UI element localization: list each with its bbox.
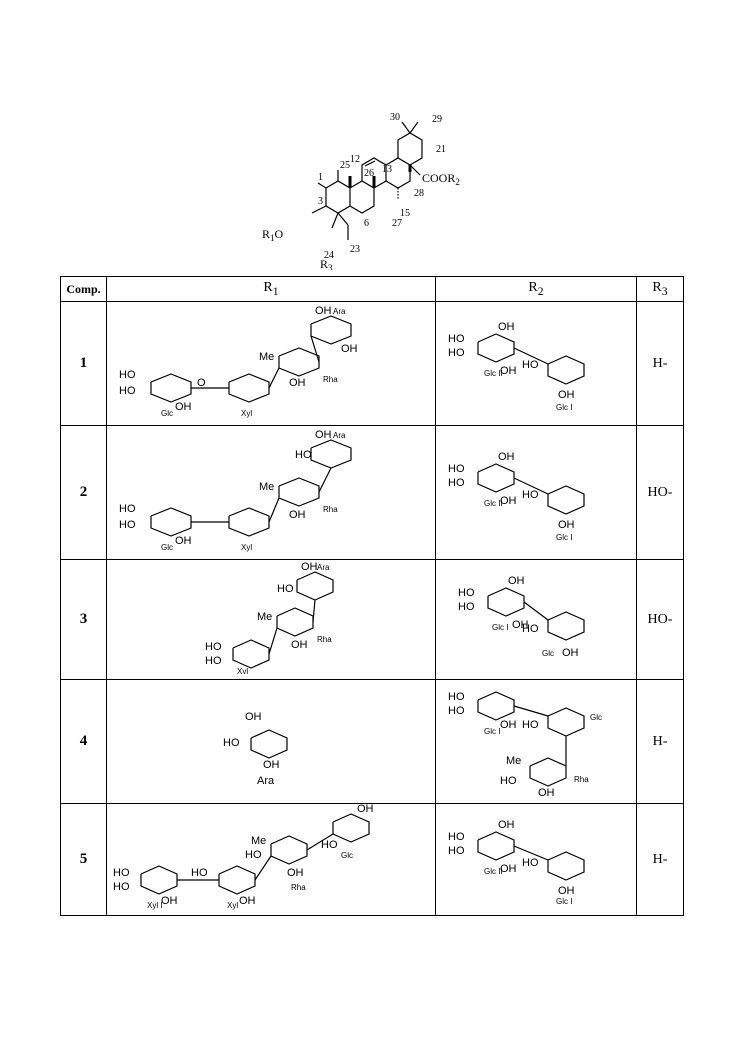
ho-label: HO [119, 519, 136, 531]
me-label: Me [259, 351, 275, 363]
ho-label: HO [205, 655, 222, 667]
oh-label: OH [175, 535, 192, 547]
r1-structure [107, 302, 436, 426]
r1-structure [107, 560, 436, 680]
ho-label: HO [113, 867, 130, 879]
ho-label: HO [448, 333, 465, 345]
ho-label: HO [205, 641, 222, 653]
atom-number-23: 23 [350, 244, 360, 255]
oh-label: OH [558, 885, 575, 897]
atom-number-12: 12 [350, 154, 360, 165]
ho-label: HO [119, 385, 136, 397]
sugar-label-ara: Ara [333, 431, 346, 440]
oh-label: OH [538, 787, 555, 798]
table-row [61, 560, 684, 680]
oh-label: OH [498, 321, 515, 333]
sugar-label-glc: Glc [161, 543, 173, 552]
oh-label: OH [558, 519, 575, 531]
r1-structure [107, 804, 436, 916]
sugar-label-xyl-i: Xyl I [147, 901, 163, 910]
sugar-label-glc-i: Glc I [492, 623, 509, 632]
sugar-label-ara: Ara [333, 307, 346, 316]
header-r3: $R_3$ [637, 277, 684, 302]
header-r2: $R_2$ [436, 277, 637, 302]
ho-label: HO [458, 587, 475, 599]
atom-number-30: 30 [390, 112, 400, 123]
oh-label: OH [500, 863, 517, 875]
ho-label: HO [448, 463, 465, 475]
sugar-label-rha: Rha [323, 505, 338, 514]
oh-label: OH [289, 509, 306, 521]
compound-number: 3 [61, 560, 107, 680]
oh-label: OH [315, 429, 332, 441]
oh-label: OH [500, 365, 517, 377]
ho-label: HO [522, 857, 539, 869]
r2-structure [436, 560, 637, 680]
oh-label: OH [161, 895, 178, 907]
coor2-group: $COOR_2$ [422, 171, 460, 187]
table-row [61, 302, 684, 426]
ho-label: HO [277, 583, 294, 595]
header-comp: Comp. [61, 277, 107, 302]
ho-label: HO [500, 775, 517, 787]
ho-label: HO [522, 359, 539, 371]
sugar-label-glc: Glc [341, 851, 353, 860]
atom-number-25: 25 [340, 160, 350, 171]
sugar-label-glc: Glc [590, 713, 602, 722]
oh-label: OH [263, 759, 280, 771]
table-row [61, 680, 684, 804]
sugar-label-xyl: Xyl [227, 901, 239, 910]
oh-label: OH [341, 343, 358, 355]
table-row [61, 804, 684, 916]
ho-label: HO [448, 691, 465, 703]
ho-label: HO [522, 489, 539, 501]
ho-label: HO [119, 369, 136, 381]
ho-label: HO [295, 449, 312, 461]
me-label: Me [259, 481, 275, 493]
ho-label: HO [448, 845, 465, 857]
oh-label: OH [245, 711, 262, 723]
r2-structure [436, 302, 637, 426]
atom-number-1: 1 [318, 172, 323, 183]
r3-value: H- [637, 804, 684, 916]
r1-structure [107, 426, 436, 560]
sugar-label-glc: Glc [542, 649, 554, 658]
oh-label: OH [291, 639, 308, 651]
header-r1: $R_1$ [107, 277, 436, 302]
sugar-label-xyl: Xyl [241, 409, 253, 418]
oh-label: OH [498, 451, 515, 463]
r3-value: H- [637, 680, 684, 804]
ho-label: HO [448, 347, 465, 359]
atom-number-3: 3 [318, 196, 323, 207]
sugar-label-glc-i: Glc I [484, 727, 501, 736]
oh-label: OH [500, 495, 517, 507]
ho-label: HO [448, 477, 465, 489]
r3-group: $R_3$ [320, 257, 333, 270]
sugar-label-glc-ii: Glc II [484, 867, 503, 876]
sugar-label-rha: Rha [323, 375, 338, 384]
sugar-label-xyl: Xyl [241, 543, 253, 552]
oh-label: OH [498, 819, 515, 831]
sugar-label-xyl: Xyl [237, 667, 249, 674]
o-label: O [197, 377, 206, 389]
atom-number-28: 28 [414, 188, 424, 199]
ho-label: HO [223, 737, 240, 749]
ho-label: HO [191, 867, 208, 879]
sugar-label-ara: Ara [257, 775, 275, 787]
me-label: Me [251, 835, 267, 847]
sugar-label-glc-i: Glc I [556, 403, 573, 412]
sugar-label-ara: Ara [317, 563, 330, 572]
oh-label: OH [301, 561, 318, 573]
atom-number-24: 24 [324, 250, 334, 261]
ho-label: HO [458, 601, 475, 613]
r1-structure [107, 680, 436, 804]
ho-label: HO [522, 719, 539, 731]
ho-label: HO [245, 849, 262, 861]
sugar-label-glc-ii: Glc II [484, 369, 503, 378]
atom-number-6: 6 [364, 218, 369, 229]
ho-label: HO [448, 705, 465, 717]
compound-table [60, 276, 684, 916]
ho-label: HO [113, 881, 130, 893]
ho-label: HO [321, 839, 338, 851]
r1o-group: $R_1O$ [262, 227, 284, 243]
r3-value: H- [637, 302, 684, 426]
me-label: Me [506, 755, 522, 767]
oh-label: OH [558, 389, 575, 401]
compound-number: 4 [61, 680, 107, 804]
oh-label: OH [508, 575, 525, 587]
compound-number: 2 [61, 426, 107, 560]
table-row [61, 426, 684, 560]
atom-number-21: 21 [436, 144, 446, 155]
sugar-label-glc-i: Glc I [556, 897, 573, 906]
r2-structure [436, 680, 637, 804]
atom-number-13: 13 [382, 164, 392, 175]
oh-label: OH [175, 401, 192, 413]
atom-number-27: 27 [392, 218, 402, 229]
r3-value: HO- [637, 560, 684, 680]
r3-value: HO- [637, 426, 684, 560]
atom-number-26: 26 [364, 168, 374, 179]
triterpene-scaffold-structure [240, 110, 510, 270]
oh-label: OH [287, 867, 304, 879]
oh-label: OH [562, 647, 579, 659]
sugar-label-rha: Rha [574, 775, 589, 784]
oh-label: OH [289, 377, 306, 389]
atom-number-29: 29 [432, 114, 442, 125]
oh-label: OH [315, 305, 332, 317]
ho-label: HO [448, 831, 465, 843]
sugar-label-glc-i: Glc I [556, 533, 573, 542]
oh-label: OH [239, 895, 256, 907]
me-label: Me [257, 611, 273, 623]
compound-number: 5 [61, 804, 107, 916]
atom-number-15: 15 [400, 208, 410, 219]
compound-number: 1 [61, 302, 107, 426]
ho-label: HO [522, 623, 539, 635]
sugar-label-glc: Glc [161, 409, 173, 418]
ho-label: HO [119, 503, 136, 515]
oh-label: OH [512, 619, 529, 631]
r2-structure [436, 426, 637, 560]
sugar-label-glc-ii: Glc II [484, 499, 503, 508]
sugar-label-rha: Rha [291, 883, 306, 892]
oh-label: OH [357, 804, 374, 815]
header-row [61, 277, 684, 302]
r2-structure [436, 804, 637, 916]
oh-label: OH [500, 719, 517, 731]
sugar-label-rha: Rha [317, 635, 332, 644]
